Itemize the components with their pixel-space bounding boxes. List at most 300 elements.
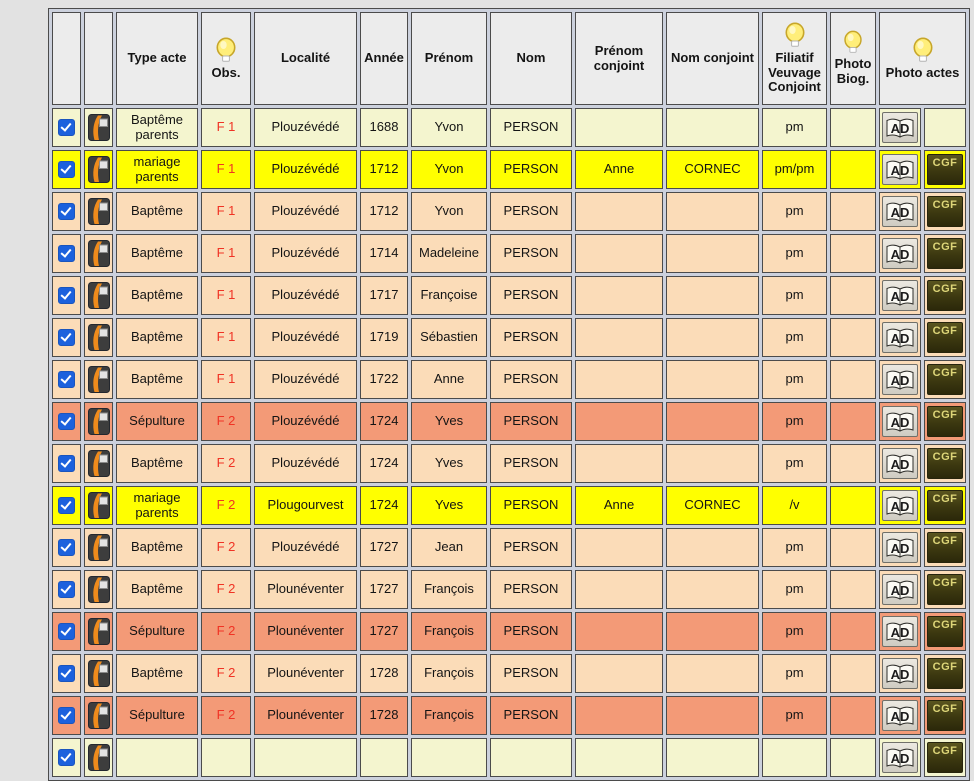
photo-biog-cell [830, 276, 876, 315]
obs-cell: F 1 [201, 108, 251, 147]
photo-cgf-cell [924, 234, 966, 273]
cgf-photo-button[interactable] [927, 238, 963, 269]
type-acte-cell: Baptême [116, 654, 198, 693]
localite-cell: Plouzévédé [254, 192, 357, 231]
result-row [52, 486, 966, 525]
record-icon[interactable] [87, 618, 110, 646]
photo-ad-cell [879, 402, 921, 441]
photo-biog-cell [830, 654, 876, 693]
filiatif-cell: pm [762, 276, 827, 315]
localite-cell: Plouzévédé [254, 234, 357, 273]
cgf-photo-button[interactable] [927, 448, 963, 479]
ad-photo-button[interactable] [882, 532, 918, 563]
header-row [52, 12, 966, 105]
record-cell [84, 570, 113, 609]
prenom-conjoint-cell [575, 360, 663, 399]
filiatif-cell: pm [762, 612, 827, 651]
photo-cgf-cell [924, 150, 966, 189]
record-cell [84, 402, 113, 441]
nom-conjoint-cell [666, 360, 759, 399]
record-cell [84, 486, 113, 525]
select-cell [52, 318, 81, 357]
row-select-checkbox[interactable] [58, 119, 75, 136]
type-acte-cell: Baptême [116, 444, 198, 483]
obs-cell: F 2 [201, 444, 251, 483]
ad-photo-button[interactable] [882, 238, 918, 269]
photo-ad-cell [879, 360, 921, 399]
photo-ad-cell [879, 444, 921, 483]
photo-biog-cell [830, 570, 876, 609]
bulb-icon [783, 22, 807, 50]
photo-cgf-cell [924, 612, 966, 651]
annee-cell: 1724 [360, 402, 408, 441]
ad-photo-button[interactable] [882, 406, 918, 437]
nom-cell: PERSON [490, 108, 572, 147]
record-icon[interactable] [87, 702, 110, 730]
annee-cell: 1728 [360, 696, 408, 735]
cgf-photo-button[interactable] [927, 574, 963, 605]
photo-ad-cell [879, 486, 921, 525]
obs-cell: F 1 [201, 360, 251, 399]
row-select-checkbox[interactable] [58, 455, 75, 472]
ad-photo-button[interactable] [882, 154, 918, 185]
record-icon[interactable] [87, 450, 110, 478]
header-photo-biog-label: Photo Biog. [834, 56, 872, 86]
prenom-cell: Jean [411, 528, 487, 567]
row-select-checkbox[interactable] [58, 581, 75, 598]
cgf-photo-button[interactable] [927, 154, 963, 185]
obs-cell: F 1 [201, 318, 251, 357]
ad-photo-button[interactable] [882, 574, 918, 605]
record-cell [84, 276, 113, 315]
nom-cell: PERSON [490, 528, 572, 567]
record-icon[interactable] [87, 366, 110, 394]
photo-biog-cell [830, 402, 876, 441]
ad-label: AD [890, 331, 910, 346]
cgf-photo-button[interactable] [927, 196, 963, 227]
header-obs-label: Obs. [211, 64, 241, 80]
record-cell [84, 696, 113, 735]
row-select-checkbox[interactable] [58, 497, 75, 514]
row-select-checkbox[interactable] [58, 413, 75, 430]
type-acte-cell: Baptême [116, 318, 198, 357]
record-icon[interactable] [87, 282, 110, 310]
filiatif-cell: pm [762, 192, 827, 231]
cgf-photo-button[interactable] [927, 742, 963, 773]
annee-cell: 1712 [360, 150, 408, 189]
filiatif-cell: pm [762, 444, 827, 483]
photo-cgf-cell [924, 486, 966, 525]
result-row [52, 276, 966, 315]
photo-ad-cell [879, 234, 921, 273]
ad-photo-button[interactable] [882, 658, 918, 689]
cgf-label: CGF [932, 367, 958, 379]
nom-conjoint-cell [666, 570, 759, 609]
photo-biog-cell [830, 486, 876, 525]
prenom-cell: François [411, 696, 487, 735]
cgf-label: CGF [932, 493, 958, 505]
photo-cgf-cell [924, 738, 966, 777]
prenom-cell: Sébastien [411, 318, 487, 357]
ad-label: AD [890, 709, 910, 724]
ad-label: AD [890, 583, 910, 598]
filiatif-cell: pm [762, 318, 827, 357]
header-photo-actes [879, 12, 966, 105]
obs-cell: F 2 [201, 654, 251, 693]
localite-cell: Plouzévédé [254, 318, 357, 357]
record-icon[interactable] [87, 408, 110, 436]
localite-cell: Plounéventer [254, 612, 357, 651]
photo-ad-cell [879, 696, 921, 735]
photo-ad-cell [879, 150, 921, 189]
cgf-label: CGF [932, 577, 958, 589]
type-acte-cell: Sépulture [116, 696, 198, 735]
nom-cell: PERSON [490, 150, 572, 189]
photo-biog-cell [830, 696, 876, 735]
prenom-cell: François [411, 570, 487, 609]
prenom-cell: Yvon [411, 108, 487, 147]
record-icon[interactable] [87, 576, 110, 604]
nom-conjoint-cell [666, 528, 759, 567]
obs-cell: F 2 [201, 402, 251, 441]
record-icon[interactable] [87, 198, 110, 226]
annee-cell: 1714 [360, 234, 408, 273]
select-cell [52, 486, 81, 525]
type-acte-cell: Sépulture [116, 612, 198, 651]
row-select-checkbox[interactable] [58, 161, 75, 178]
obs-cell: F 2 [201, 612, 251, 651]
filiatif-cell: pm [762, 360, 827, 399]
select-cell [52, 402, 81, 441]
nom-conjoint-cell [666, 318, 759, 357]
prenom-conjoint-cell: Anne [575, 150, 663, 189]
prenom-conjoint-cell [575, 570, 663, 609]
photo-cgf-cell [924, 108, 966, 147]
record-icon[interactable] [87, 492, 110, 520]
row-select-checkbox[interactable] [58, 203, 75, 220]
photo-cgf-cell [924, 276, 966, 315]
row-select-checkbox[interactable] [58, 329, 75, 346]
row-select-checkbox[interactable] [58, 707, 75, 724]
select-cell [52, 570, 81, 609]
localite-cell: Plouzévédé [254, 108, 357, 147]
nom-conjoint-cell [666, 192, 759, 231]
obs-cell: F 2 [201, 570, 251, 609]
header-prenom-conjoint: Prénom conjoint [575, 12, 663, 105]
obs-cell [201, 738, 251, 777]
ad-label: AD [890, 541, 910, 556]
prenom-cell: Yves [411, 444, 487, 483]
nom-cell: PERSON [490, 444, 572, 483]
row-select-checkbox[interactable] [58, 665, 75, 682]
ad-photo-button[interactable] [882, 448, 918, 479]
ad-label: AD [890, 205, 910, 220]
ad-label: AD [890, 751, 910, 766]
obs-cell: F 1 [201, 234, 251, 273]
filiatif-cell [762, 738, 827, 777]
record-icon[interactable] [87, 744, 110, 772]
prenom-conjoint-cell [575, 528, 663, 567]
row-select-checkbox[interactable] [58, 623, 75, 640]
photo-biog-cell [830, 528, 876, 567]
cgf-photo-button[interactable] [927, 616, 963, 647]
filiatif-cell: pm [762, 654, 827, 693]
prenom-cell: Anne [411, 360, 487, 399]
annee-cell: 1717 [360, 276, 408, 315]
ad-label: AD [890, 499, 910, 514]
select-column-header [52, 12, 81, 105]
photo-ad-cell [879, 654, 921, 693]
record-icon[interactable] [87, 240, 110, 268]
select-cell [52, 150, 81, 189]
cgf-photo-button[interactable] [927, 280, 963, 311]
header-localite: Localité [254, 12, 357, 105]
annee-cell [360, 738, 408, 777]
photo-biog-cell [830, 738, 876, 777]
obs-cell: F 1 [201, 150, 251, 189]
localite-cell: Plounéventer [254, 654, 357, 693]
ad-label: AD [890, 415, 910, 430]
nom-cell: PERSON [490, 486, 572, 525]
record-icon[interactable] [87, 156, 110, 184]
photo-biog-cell [830, 192, 876, 231]
header-prenom: Prénom [411, 12, 487, 105]
cgf-photo-button[interactable] [927, 322, 963, 353]
prenom-conjoint-cell [575, 696, 663, 735]
record-cell [84, 612, 113, 651]
result-row [52, 108, 966, 147]
nom-cell [490, 738, 572, 777]
record-cell [84, 528, 113, 567]
ad-photo-button[interactable] [882, 700, 918, 731]
nom-cell: PERSON [490, 276, 572, 315]
obs-cell: F 1 [201, 276, 251, 315]
result-row [52, 654, 966, 693]
select-cell [52, 234, 81, 273]
nom-cell: PERSON [490, 318, 572, 357]
record-icon[interactable] [87, 324, 110, 352]
record-cell [84, 360, 113, 399]
result-row [52, 192, 966, 231]
cgf-label: CGF [932, 241, 958, 253]
obs-cell: F 2 [201, 696, 251, 735]
prenom-cell: Yves [411, 486, 487, 525]
result-row [52, 234, 966, 273]
header-type-acte: Type acte [116, 12, 198, 105]
annee-cell: 1727 [360, 528, 408, 567]
photo-biog-cell [830, 318, 876, 357]
photo-biog-cell [830, 360, 876, 399]
record-icon[interactable] [87, 114, 110, 142]
result-row [52, 360, 966, 399]
record-cell [84, 108, 113, 147]
type-acte-cell: Baptême [116, 276, 198, 315]
ad-photo-button[interactable] [882, 490, 918, 521]
prenom-conjoint-cell [575, 444, 663, 483]
select-cell [52, 738, 81, 777]
nom-conjoint-cell [666, 276, 759, 315]
prenom-cell: Françoise [411, 276, 487, 315]
bulb-icon [911, 37, 935, 65]
prenom-cell: Yves [411, 402, 487, 441]
photo-cgf-cell [924, 318, 966, 357]
type-acte-cell: Baptême [116, 570, 198, 609]
cgf-label: CGF [932, 157, 958, 169]
photo-ad-cell [879, 738, 921, 777]
cgf-photo-button[interactable] [927, 364, 963, 395]
nom-conjoint-cell [666, 402, 759, 441]
ad-label: AD [890, 289, 910, 304]
result-row [52, 402, 966, 441]
cgf-photo-button[interactable] [927, 406, 963, 437]
prenom-conjoint-cell [575, 738, 663, 777]
result-row [52, 696, 966, 735]
annee-cell: 1722 [360, 360, 408, 399]
ad-photo-button[interactable] [882, 112, 918, 143]
localite-cell: Plounéventer [254, 696, 357, 735]
annee-cell: 1727 [360, 570, 408, 609]
annee-cell: 1728 [360, 654, 408, 693]
row-select-checkbox[interactable] [58, 371, 75, 388]
filiatif-cell: pm [762, 402, 827, 441]
prenom-cell: Madeleine [411, 234, 487, 273]
ad-photo-button[interactable] [882, 322, 918, 353]
ad-label: AD [890, 667, 910, 682]
cgf-label: CGF [932, 199, 958, 211]
prenom-conjoint-cell: Anne [575, 486, 663, 525]
ad-photo-button[interactable] [882, 196, 918, 227]
nom-conjoint-cell [666, 654, 759, 693]
filiatif-cell: pm [762, 234, 827, 273]
cgf-photo-button[interactable] [927, 700, 963, 731]
localite-cell: Plouzévédé [254, 402, 357, 441]
nom-conjoint-cell: CORNEC [666, 150, 759, 189]
photo-ad-cell [879, 192, 921, 231]
results-table [48, 8, 970, 781]
row-select-checkbox[interactable] [58, 749, 75, 766]
select-cell [52, 696, 81, 735]
cgf-label: CGF [932, 661, 958, 673]
prenom-cell [411, 738, 487, 777]
localite-cell: Plouzévédé [254, 528, 357, 567]
filiatif-cell: pm [762, 696, 827, 735]
header-nom-conjoint: Nom conjoint [666, 12, 759, 105]
nom-conjoint-cell [666, 696, 759, 735]
record-cell [84, 738, 113, 777]
type-acte-cell: Sépulture [116, 402, 198, 441]
filiatif-cell: pm [762, 570, 827, 609]
localite-cell: Plounéventer [254, 570, 357, 609]
record-icon[interactable] [87, 534, 110, 562]
cgf-label: CGF [932, 535, 958, 547]
nom-cell: PERSON [490, 360, 572, 399]
cgf-photo-button[interactable] [927, 490, 963, 521]
prenom-conjoint-cell [575, 192, 663, 231]
result-row [52, 318, 966, 357]
filiatif-cell: pm/pm [762, 150, 827, 189]
cgf-photo-button[interactable] [927, 658, 963, 689]
cgf-label: CGF [932, 619, 958, 631]
type-acte-cell [116, 738, 198, 777]
ad-photo-button[interactable] [882, 616, 918, 647]
localite-cell: Plouzévédé [254, 360, 357, 399]
result-row [52, 612, 966, 651]
photo-biog-cell [830, 444, 876, 483]
annee-cell: 1724 [360, 444, 408, 483]
result-row [52, 444, 966, 483]
select-cell [52, 108, 81, 147]
photo-cgf-cell [924, 444, 966, 483]
ad-label: AD [890, 163, 910, 178]
nom-cell: PERSON [490, 696, 572, 735]
photo-ad-cell [879, 612, 921, 651]
filiatif-cell: pm [762, 108, 827, 147]
nom-conjoint-cell [666, 108, 759, 147]
type-acte-cell: mariage parents [116, 486, 198, 525]
cgf-label: CGF [932, 703, 958, 715]
ad-label: AD [890, 373, 910, 388]
header-annee: Année [360, 12, 408, 105]
localite-cell: Plouzévédé [254, 444, 357, 483]
type-acte-cell: Baptême [116, 192, 198, 231]
prenom-cell: François [411, 654, 487, 693]
annee-cell: 1688 [360, 108, 408, 147]
cgf-label: CGF [932, 745, 958, 757]
annee-cell: 1712 [360, 192, 408, 231]
photo-cgf-cell [924, 402, 966, 441]
ad-photo-button[interactable] [882, 742, 918, 773]
result-row [52, 528, 966, 567]
type-acte-cell: Baptême parents [116, 108, 198, 147]
localite-cell: Plougourvest [254, 486, 357, 525]
filiatif-cell: pm [762, 528, 827, 567]
photo-cgf-cell [924, 528, 966, 567]
photo-biog-cell [830, 150, 876, 189]
header-photo-actes-label: Photo actes [885, 64, 960, 80]
result-row [52, 570, 966, 609]
ad-label: AD [890, 625, 910, 640]
row-select-checkbox[interactable] [58, 287, 75, 304]
select-cell [52, 276, 81, 315]
header-photo-biog [830, 12, 876, 105]
row-select-checkbox[interactable] [58, 539, 75, 556]
row-select-checkbox[interactable] [58, 245, 75, 262]
type-acte-cell: Baptême [116, 234, 198, 273]
record-cell [84, 192, 113, 231]
results-header [52, 12, 966, 105]
photo-ad-cell [879, 276, 921, 315]
header-filiatif-label: Filiatif Veuvage Conjoint [768, 50, 821, 95]
record-icon[interactable] [87, 660, 110, 688]
record-column-header [84, 12, 113, 105]
ad-photo-button[interactable] [882, 280, 918, 311]
header-nom: Nom [490, 12, 572, 105]
annee-cell: 1724 [360, 486, 408, 525]
prenom-conjoint-cell [575, 654, 663, 693]
nom-conjoint-cell [666, 444, 759, 483]
header-obs [201, 12, 251, 105]
ad-photo-button[interactable] [882, 364, 918, 395]
prenom-conjoint-cell [575, 318, 663, 357]
cgf-label: CGF [932, 325, 958, 337]
obs-cell: F 2 [201, 528, 251, 567]
photo-cgf-cell [924, 696, 966, 735]
select-cell [52, 192, 81, 231]
result-row [52, 150, 966, 189]
photo-biog-cell [830, 108, 876, 147]
photo-cgf-cell [924, 192, 966, 231]
cgf-photo-button[interactable] [927, 532, 963, 563]
